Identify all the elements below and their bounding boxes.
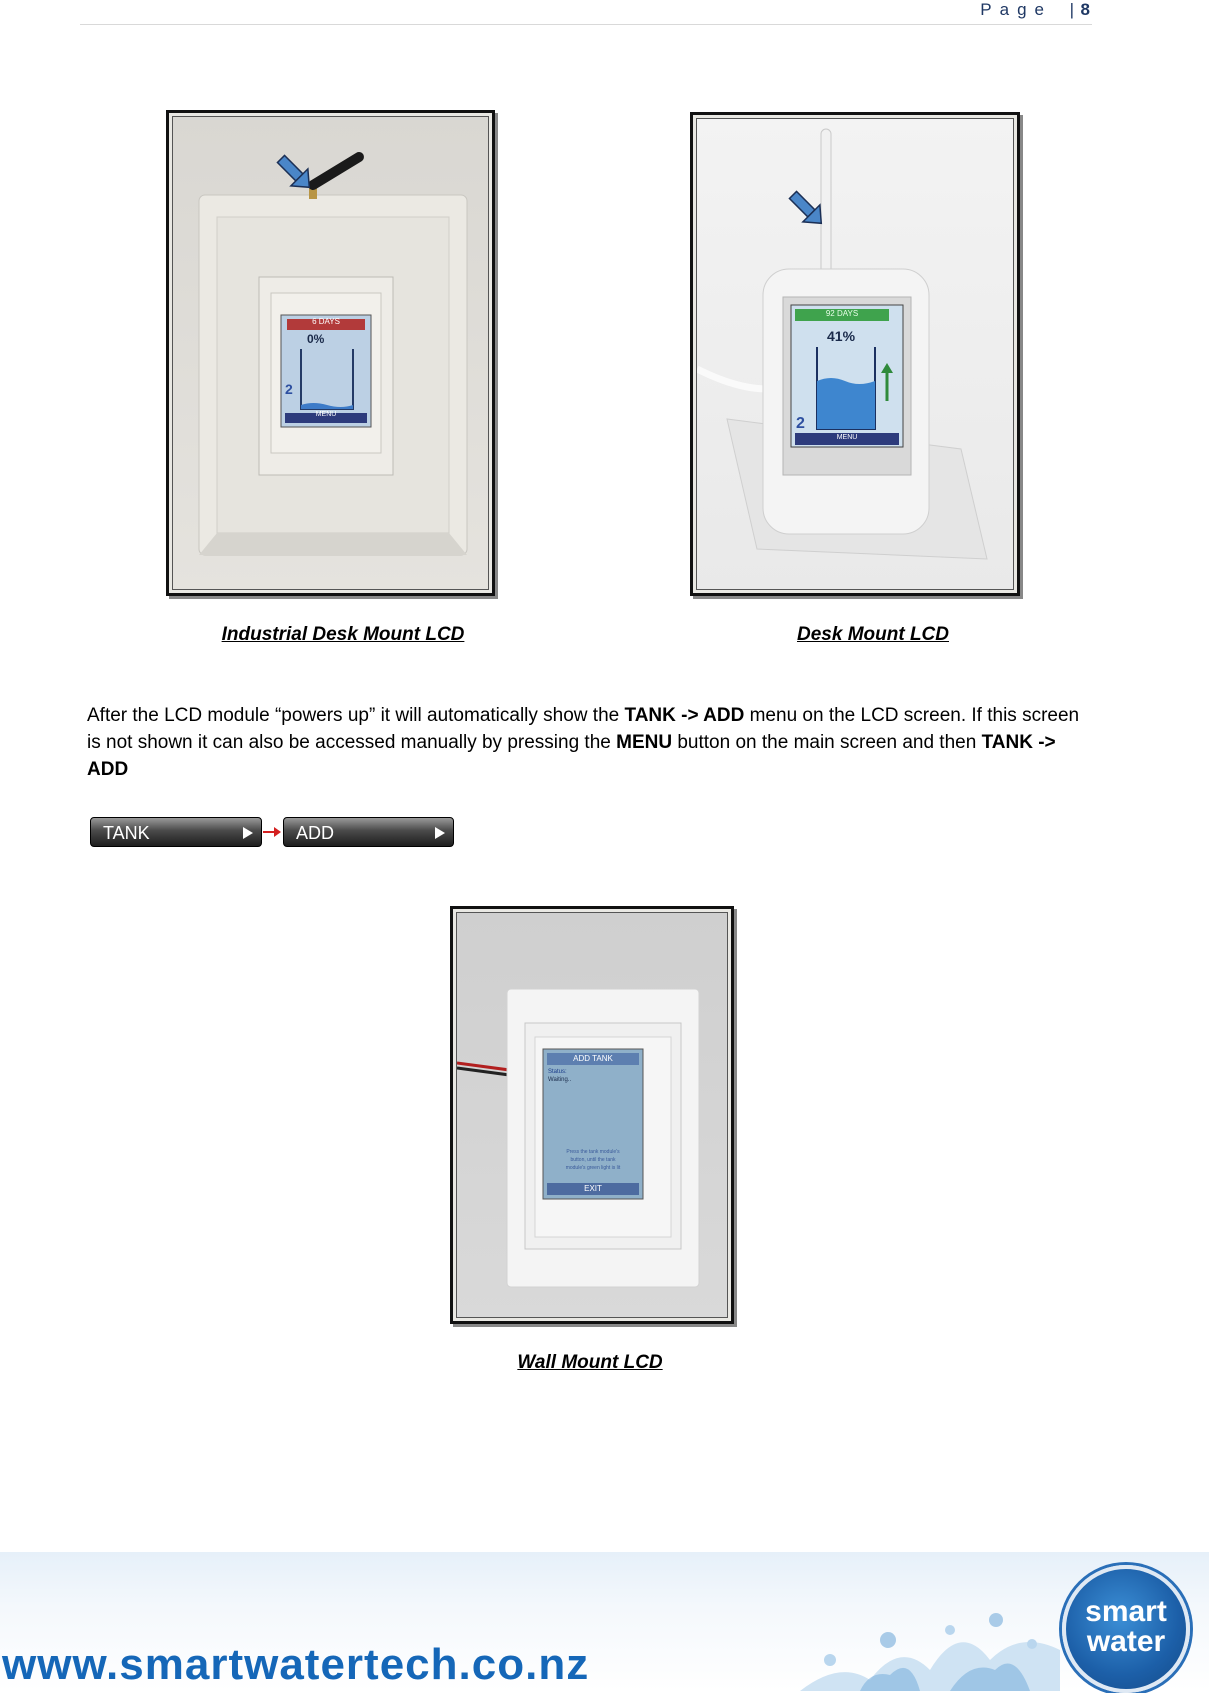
photo-industrial-desk-mount xyxy=(166,110,495,596)
caption-wall-mount: Wall Mount LCD xyxy=(517,1352,663,1373)
play-arrow-icon xyxy=(243,827,253,839)
paragraph-text-3: button on the main screen and then xyxy=(672,732,982,753)
screen-tank-number: 2 xyxy=(796,415,805,432)
desk-device-illustration xyxy=(697,119,1013,589)
paragraph-menu: MENU xyxy=(616,732,673,753)
paragraph-text-2: menu on the LCD screen. If this screen is not shown it can also be accessed manually by pressing the xyxy=(87,705,1080,753)
screen-days-banner: 92 DAYS xyxy=(825,309,859,318)
screen-exit-button: EXIT xyxy=(584,1184,602,1193)
paragraph-text-1: After the LCD module “powers up” it will automatically show the xyxy=(87,705,625,726)
photo-wall-mount xyxy=(450,906,734,1324)
page-label: Page xyxy=(980,0,1052,19)
paragraph-tank-add-1: TANK -> ADD xyxy=(624,705,745,726)
screen-percent: 0% xyxy=(307,332,325,346)
tank-menu-button-label: TANK xyxy=(103,823,150,843)
add-menu-button-label: ADD xyxy=(296,823,335,843)
smart-water-logo xyxy=(1062,1565,1190,1693)
caption-desk-mount: Desk Mount LCD xyxy=(797,624,949,645)
intro-paragraph xyxy=(87,702,1092,783)
screen-instruction-3: module's green light is lit xyxy=(565,1165,621,1171)
wall-device-illustration xyxy=(457,913,727,1317)
screen-instruction-1: Press the tank module's xyxy=(566,1149,620,1155)
screen-percent: 41% xyxy=(827,328,856,344)
footer-website-link[interactable]: www.smartwatertech.co.nz xyxy=(2,1640,590,1689)
red-arrow-icon xyxy=(262,826,282,838)
play-arrow-icon xyxy=(435,827,445,839)
logo-line-smart: smart xyxy=(1085,1595,1167,1628)
caption-industrial-desk-mount: Industrial Desk Mount LCD xyxy=(221,624,465,645)
screen-status-label: Status: xyxy=(548,1069,567,1075)
water-splash-graphic xyxy=(800,1600,1060,1691)
industrial-device-illustration xyxy=(173,117,488,589)
page-header xyxy=(80,0,1092,25)
tank-menu-button xyxy=(90,817,262,847)
screen-menu-button: MENU xyxy=(836,434,858,441)
page-number: 8 xyxy=(1080,0,1090,19)
page-separator: | xyxy=(1069,0,1074,19)
screen-add-tank-title: ADD TANK xyxy=(573,1054,613,1063)
screen-instruction-2: button, until the tank xyxy=(570,1157,616,1163)
logo-line-water: water xyxy=(1086,1625,1166,1658)
screen-tank-number: 2 xyxy=(285,381,293,397)
photo-desk-mount xyxy=(690,112,1020,596)
add-menu-button xyxy=(283,817,454,847)
screen-status-value: Waiting.. xyxy=(548,1077,572,1083)
paragraph-tank-add-2: TANK -> ADD xyxy=(87,732,1056,780)
screen-menu-button: MENU xyxy=(315,411,337,418)
screen-days-banner: 6 DAYS xyxy=(312,317,340,326)
